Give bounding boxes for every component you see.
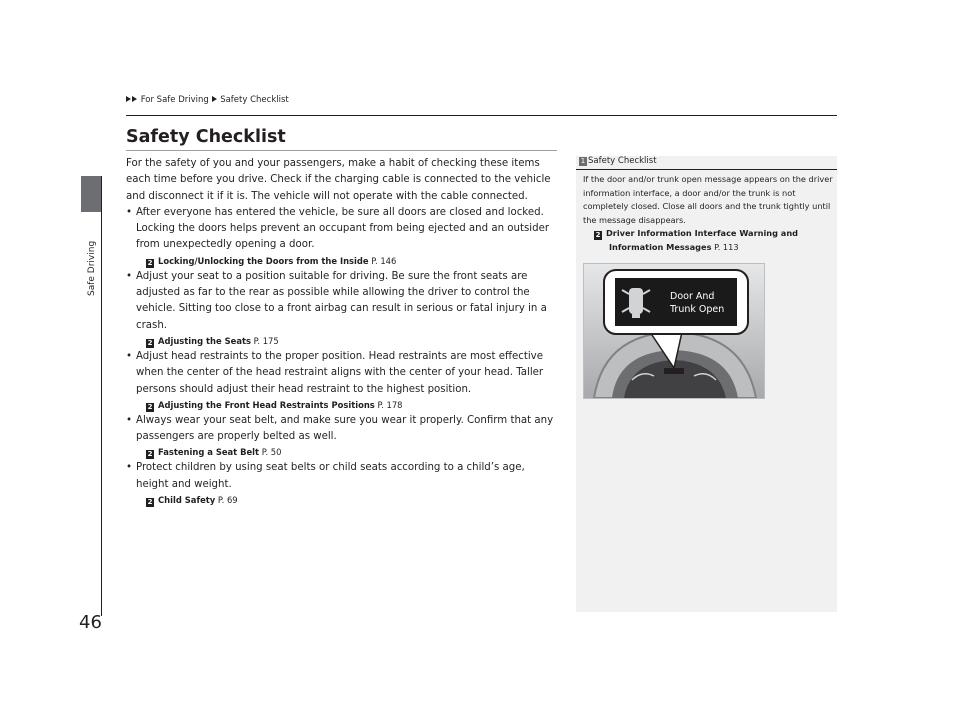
checklist-item [126, 349, 558, 412]
section-tab-marker [81, 176, 102, 212]
item-text: Adjust head restraints to the proper position. Head restraints are most effective when the center of the head restraint aligns with the center of your head. Taller persons should adjust their head restraint to the highest position. [136, 350, 544, 395]
checklist [126, 205, 558, 507]
warning-message: Door And Trunk Open [670, 291, 725, 315]
breadcrumb-arrow-icon [132, 96, 137, 102]
checklist-item [126, 205, 558, 268]
reference-title[interactable]: Fastening a Seat Belt [158, 447, 260, 458]
bullet-icon: • [126, 270, 133, 282]
reference-page[interactable]: P. 146 [371, 255, 397, 266]
bullet-icon: • [126, 206, 133, 218]
bullet-icon: • [126, 462, 133, 474]
sidebar-cross-reference[interactable] [583, 227, 833, 254]
section-side-label: Safe Driving [87, 240, 97, 296]
reference-arrow-icon: 2 [147, 498, 153, 507]
bullet-icon: • [126, 350, 133, 362]
reference-page[interactable]: P. 50 [261, 447, 282, 458]
cross-reference[interactable] [136, 493, 558, 507]
breadcrumb [126, 95, 289, 105]
page-title: Safety Checklist [126, 127, 286, 147]
reference-title[interactable]: Locking/Unlocking the Doors from the Inside [158, 255, 369, 266]
intro-paragraph: For the safety of you and your passengers, make a habit of checking these items each time before you drive. Check if the charging cable is connected to the vehicle and disconnect it if it is. The vehicle will not operate with the cable connected. [126, 158, 551, 202]
header-rule [126, 115, 837, 116]
cross-reference[interactable] [136, 254, 558, 268]
checklist-item [126, 269, 558, 348]
sidebar-title: Safety Checklist [588, 156, 657, 166]
checklist-item [126, 460, 558, 507]
sidebar-note [583, 173, 833, 255]
reference-title[interactable]: Driver Information Interface Warning and [606, 228, 799, 239]
page-number: 46 [79, 612, 102, 633]
reference-arrow-icon: 2 [147, 258, 153, 267]
side-divider [101, 176, 102, 616]
bullet-icon: • [126, 414, 133, 426]
reference-page[interactable]: P. 113 [714, 241, 739, 252]
dashboard-illustration [583, 263, 765, 399]
reference-arrow-icon: 2 [147, 450, 153, 459]
cross-reference[interactable] [136, 334, 558, 348]
reference-arrow-icon: 2 [147, 402, 153, 411]
reference-page[interactable]: P. 178 [377, 399, 403, 410]
sidebar-body: If the door and/or trunk open message appears on the driver information interface, a door and/or the trunk is not completely closed. Close all doors and the trunk tightly until the message disappears. [583, 174, 833, 225]
main-content [126, 156, 558, 508]
item-text: After everyone has entered the vehicle, be sure all doors are closed and locked. Locking the doors helps prevent an occupant from being ejected and an outsider from unexpectedly opening a door. [136, 206, 550, 251]
checklist-item [126, 413, 558, 460]
cross-reference[interactable] [136, 398, 558, 412]
reference-title[interactable]: Child Safety [158, 495, 216, 506]
reference-arrow-icon: 2 [595, 231, 601, 240]
item-text: Always wear your seat belt, and make sure you wear it properly. Confirm that any passengers are properly belted as well. [136, 414, 554, 443]
breadcrumb-arrow-icon [212, 96, 217, 102]
sidebar-rule [576, 169, 837, 170]
cross-reference[interactable] [136, 445, 558, 459]
reference-title[interactable]: Adjusting the Seats [158, 335, 251, 346]
breadcrumb-item[interactable]: For Safe Driving [140, 95, 209, 105]
item-text: Adjust your seat to a position suitable for driving. Be sure the front seats are adjusted as far to the rear as possible while allowing the driver to control the vehicle. Sitting too close to a front airbag can result in serious or fatal injury in a crash. [136, 270, 547, 331]
reference-title[interactable]: Information Messages [609, 241, 712, 252]
reference-page[interactable]: P. 69 [217, 495, 238, 506]
breadcrumb-arrow-icon [126, 96, 131, 102]
breadcrumb-item[interactable]: Safety Checklist [220, 95, 289, 105]
item-text: Protect children by using seat belts or child seats according to a child’s age, height and weight. [136, 462, 525, 490]
reference-arrow-icon: 2 [147, 338, 153, 347]
instrument-panel-image [584, 264, 764, 398]
reference-page[interactable]: P. 175 [253, 335, 279, 346]
title-rule [126, 150, 557, 151]
reference-title[interactable]: Adjusting the Front Head Restraints Positions [158, 399, 375, 410]
note-marker-icon: 1 [580, 157, 586, 165]
